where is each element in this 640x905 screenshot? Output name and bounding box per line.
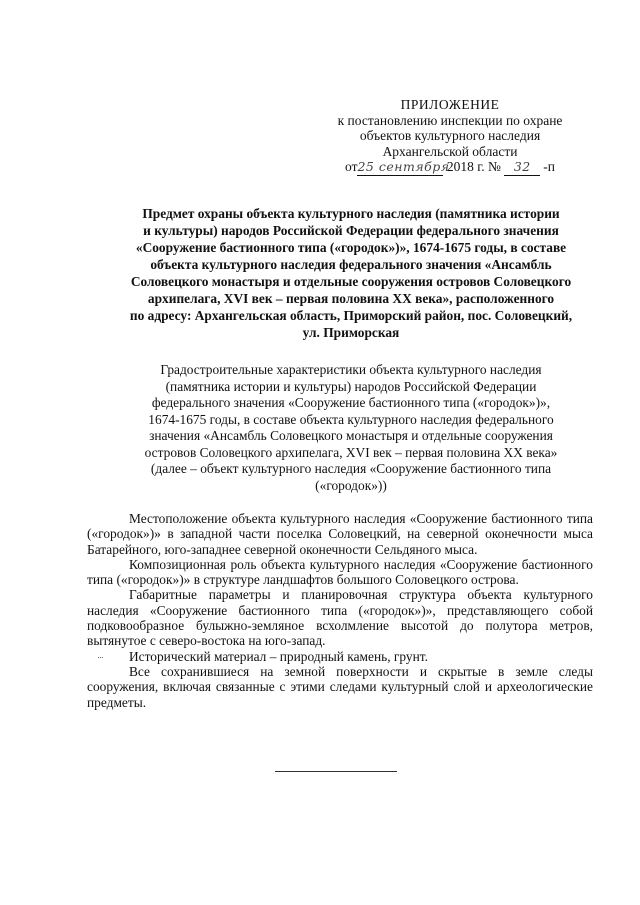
appendix-block: [300, 97, 600, 176]
appendix-date-line: [300, 159, 600, 176]
subtitle-line: федерального значения «Сооружение бастионного типа («городок»)»,: [151, 395, 551, 410]
handwritten-number: 32: [504, 159, 540, 176]
title-line: «Сооружение бастионного типа («городок»)», 1674-1675 годы, в составе: [135, 240, 567, 255]
body-paragraph: Местоположение объекта культурного наследия «Сооружение бастионного типа («городок»)» в западной части поселка Соловецкий, на северной оконечности мыса Батарейного, юго-западнее северной оконечности Сельдяного мыса.: [87, 511, 593, 557]
appendix-line: объектов культурного наследия: [359, 128, 541, 143]
end-divider: [275, 771, 397, 772]
subtitle-line: (далее – объект культурного наследия «Сооружение бастионного типа: [150, 461, 552, 476]
appendix-line: к постановлению инспекции по охране: [337, 112, 563, 128]
title-line: Соловецкого монастыря и отдельные сооружения островов Соловецкого: [130, 274, 572, 289]
document-title: [96, 205, 606, 341]
appendix-heading: ПРИЛОЖЕНИЕ: [400, 97, 500, 112]
body-paragraph: Все сохранившиеся на земной поверхности и скрытые в земле следы сооружения, включая связанные с этими следами культурный слой и археологические предметы.: [87, 663, 593, 710]
title-line: объекта культурного наследия федерального значения «Ансамбль: [150, 257, 552, 272]
subtitle-line: («городок»)): [315, 477, 387, 493]
title-line: Предмет охраны объекта культурного наследия (памятника истории: [142, 206, 560, 221]
handwritten-date: 25 сентября: [357, 159, 450, 174]
date-prefix: от: [345, 159, 358, 174]
appendix-line: Архангельской области: [382, 143, 518, 159]
body-paragraph: Композиционная роль объекта культурного наследия «Сооружение бастионного типа («городок»)» в структуре ландшафтов большого Соловецкого острова.: [87, 556, 593, 588]
subtitle-line: 1674-1675 годы, в составе объекта культурного наследия федерального: [148, 411, 554, 427]
section-subtitle: [106, 362, 596, 494]
title-line: по адресу: Архангельская область, Приморский район, пос. Соловецкий,: [129, 308, 573, 323]
date-year: 2018 г. №: [446, 159, 501, 174]
subtitle-line: Градостроительные характеристики объекта культурного наследия: [160, 362, 542, 377]
title-line: ул. Приморская: [302, 325, 400, 340]
body-paragraph: Габаритные параметры и планировочная структура объекта культурного наследия «Сооружение бастионного типа («городок»)», представляющего собой подковообразное булыжно-земляное всхолмление высотой до полутора метров, вытянутое с северо-востока на юго-запад.: [87, 587, 593, 649]
body-paragraph: Исторический материал – природный камень, грунт.: [129, 648, 428, 664]
subtitle-line: (памятника истории и культуры) народов Российской Федерации: [165, 378, 537, 394]
margin-mark: [98, 657, 103, 658]
title-line: архипелага, XVI век – первая половина XX века», расположенного: [147, 291, 555, 306]
subtitle-line: значения «Ансамбль Соловецкого монастыря и отдельные сооружения: [149, 428, 553, 443]
subtitle-line: островов Соловецкого архипелага, XVI век – первая половина XX века»: [144, 444, 558, 460]
title-line: и культуры) народов Российской Федерации федерального значения: [143, 223, 559, 238]
number-suffix: -п: [543, 159, 555, 174]
document-body: [87, 511, 593, 710]
